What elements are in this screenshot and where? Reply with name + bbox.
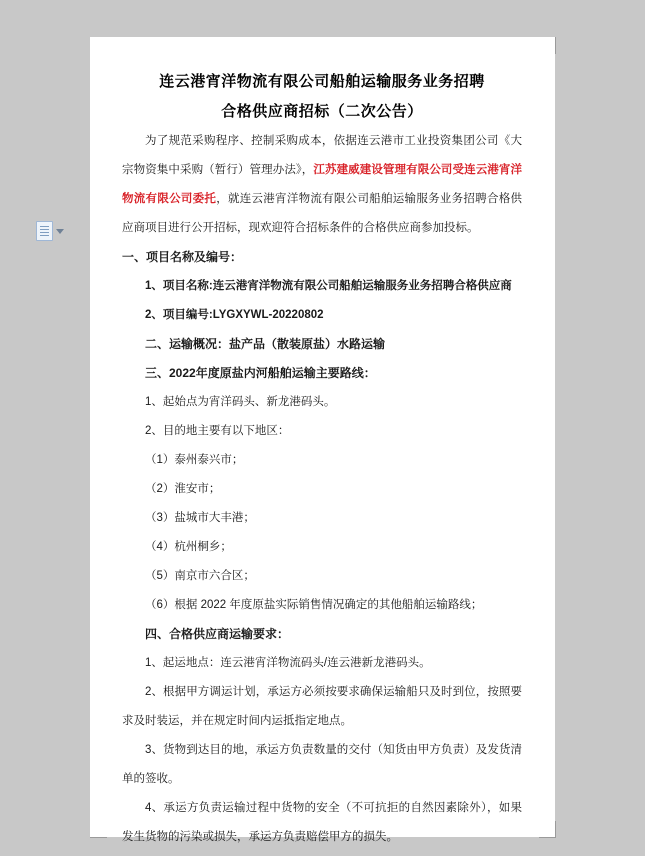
- destination-item-1: （1）泰州泰兴市；: [145, 454, 244, 466]
- project-name-label: 1、项目名称:: [145, 280, 213, 292]
- destination-item-3: （3）盐城市大丰港；: [145, 512, 255, 524]
- destination-item-6: （6）根据 2022 年度原盐实际销售情况确定的其他船舶运输路线；: [145, 599, 483, 611]
- project-name-value: 连云港宵洋物流有限公司船舶运输服务业务招聘合格供应商: [212, 280, 512, 292]
- document-thumbnail-toggle[interactable]: [36, 219, 64, 243]
- requirement-item-1: 1、起运地点：连云港宵洋物流码头/连云港新龙港码头。: [145, 657, 431, 669]
- document-thumbnail-icon: [36, 221, 53, 241]
- route-item-1: 1、起始点为宵洋码头、新龙港码头。: [145, 396, 336, 408]
- intro-text-highlight: 江苏建威建设管理有限公司受连云港宵洋物流有限公司委托: [122, 164, 522, 205]
- destination-item-4: （4）杭州桐乡；: [145, 541, 232, 553]
- document-page: [90, 37, 555, 843]
- route-item-2: 2、目的地主要有以下地区：: [145, 425, 290, 437]
- requirement-item-2: 2、根据甲方调运计划，承运方必须按要求确保运输船只及时到位，按照要求及时装运，并在规定时间内运抵指定地点。: [122, 686, 522, 727]
- destination-item-2: （2）淮安市；: [145, 483, 221, 495]
- intro-paragraph: [122, 127, 522, 243]
- destination-item-5: （5）南京市六合区；: [145, 570, 255, 582]
- page-title-line-2: 合格供应商招标（二次公告）: [221, 103, 423, 120]
- page-title: [122, 67, 522, 127]
- chevron-down-icon: [56, 229, 64, 234]
- document-content: [122, 67, 522, 852]
- page-title-line-1: 连云港宵洋物流有限公司船舶运输服务业务招聘: [159, 73, 485, 90]
- intro-text-part-1: 为了规范采购程序、控制采购成本，依据连云港市工业投资集团公司《大宗物资集中采购（暂行）管理办法》，: [122, 135, 522, 176]
- project-number-value: LYGXYWL-20220802: [212, 309, 324, 321]
- project-number-label: 2、项目编号:: [145, 309, 213, 321]
- section-heading-3: 三、2022年度原盐内河船舶运输主要路线：: [145, 366, 376, 380]
- requirement-item-4: 4、承运方负责运输过程中货物的安全（不可抗拒的自然因素除外），如果发生货物的污染或损失，承运方负责赔偿甲方的损失。: [122, 802, 522, 843]
- section-heading-4: 四、合格供应商运输要求：: [145, 627, 290, 641]
- project-name-row: [122, 272, 522, 301]
- section-heading-2: 二、运输概况：盐产品（散装原盐）水路运输: [145, 337, 386, 351]
- section-heading-1: 一、项目名称及编号：: [122, 250, 243, 264]
- intro-text-part-2: ，就连云港宵洋物流有限公司船舶运输服务业务招聘合格供应商项目进行公开招标，现欢迎符合招标条件的合格供应商参加投标。: [122, 193, 523, 234]
- requirement-item-3: 3、货物到达目的地，承运方负责数量的交付（知货由甲方负责）及发货清单的签收。: [122, 744, 522, 785]
- project-number-row: [122, 301, 522, 330]
